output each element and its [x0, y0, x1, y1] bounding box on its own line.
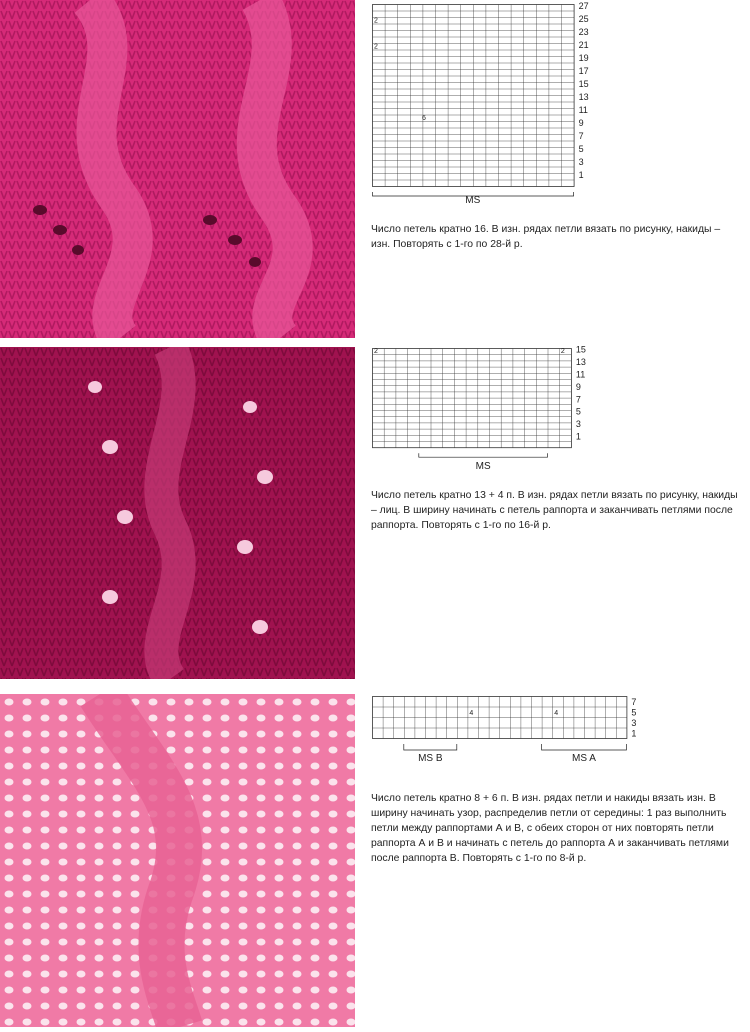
row-number: 7 — [575, 394, 581, 405]
repeat-bracket-b — [404, 744, 457, 750]
row-number: 5 — [575, 406, 581, 417]
row-number: 11 — [578, 105, 588, 115]
row-number: 1 — [575, 431, 581, 442]
pattern-1-description: Число петель кратно 16. В изн. рядах петли вязать по рисунку, накиды – изн. Повторять с 1-го по 28-й р. — [371, 224, 721, 250]
row-number: 5 — [578, 144, 584, 154]
row-number: 3 — [575, 419, 581, 430]
cable-number: 4 — [554, 710, 559, 717]
row-number: 21 — [578, 40, 589, 50]
row-number: 1 — [578, 170, 584, 180]
knitting-chart-1 — [372, 1, 589, 206]
knit-sample-photo-3 — [0, 694, 355, 1027]
chart-2-grid — [373, 349, 572, 448]
repeat-bracket — [419, 453, 548, 457]
row-number: 17 — [578, 66, 589, 76]
repeat-label-ms-a: MS A — [572, 753, 596, 764]
row-number: 13 — [578, 92, 589, 102]
knitting-chart-2 — [372, 344, 607, 473]
row-number: 27 — [578, 1, 589, 11]
row-number: 23 — [578, 27, 589, 37]
knitting-chart-3 — [372, 696, 662, 766]
chart-3-grid — [373, 697, 627, 739]
row-number: 1 — [631, 728, 637, 739]
row-number: 15 — [575, 344, 586, 355]
cable-number: 2 — [560, 348, 565, 356]
knit-sample-photo-2 — [0, 347, 355, 679]
row-number: 7 — [578, 131, 584, 141]
row-number: 9 — [575, 381, 581, 392]
row-number: 25 — [578, 14, 589, 24]
row-number: 19 — [578, 53, 589, 63]
row-number: 7 — [631, 697, 637, 707]
repeat-label-ms: MS — [475, 461, 491, 473]
repeat-label-ms-b: MS B — [418, 753, 443, 764]
row-number: 3 — [631, 718, 637, 728]
chart-1-grid — [373, 5, 575, 187]
row-number: 5 — [631, 707, 637, 718]
row-number: 11 — [575, 369, 586, 380]
pattern-3-description: Число петель кратно 8 + 6 п. В изн. рядах петли и накиды вязать изн. В ширину начинать узор, распределив петли от середины: 1 раз выполнить петли между раппортами А и В, с обеих сторон от них повторять петли раппорта А и В и начинать с петель до раппорта А и заканчивать петлями после раппорта В. Повторять с 1-го по 8-й р. — [371, 793, 729, 864]
row-number: 13 — [575, 357, 586, 368]
repeat-label-ms: MS — [465, 195, 481, 206]
cable-number: 2 — [374, 43, 378, 51]
pattern-2-description: Число петель кратно 13 + 4 п. В изн. рядах петли вязать по рисунку, накиды – лиц. В ширину начинать с петель раппорта и заканчивать петлями после раппорта. Повторять с 1-го по 16-й р. — [371, 490, 738, 531]
knit-sample-photo-1 — [0, 0, 355, 338]
cable-number: 4 — [469, 710, 474, 717]
repeat-bracket-a — [542, 744, 627, 750]
cable-number: 2 — [374, 348, 378, 356]
cable-number: 2 — [374, 17, 378, 25]
cable-number: 6 — [422, 115, 426, 122]
row-number: 9 — [578, 118, 584, 128]
row-number: 15 — [578, 79, 589, 89]
row-number: 3 — [578, 157, 584, 167]
